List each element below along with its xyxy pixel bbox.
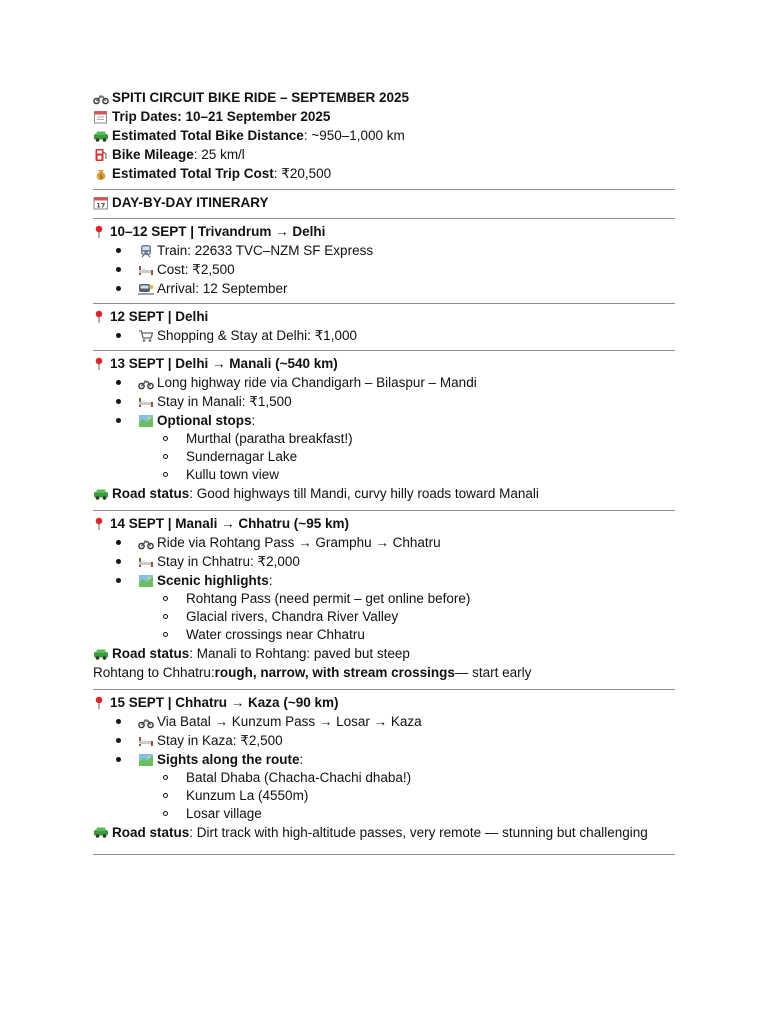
distance-line [93, 126, 675, 145]
list-item-text: Stay in Kaza: ₹2,500 [157, 733, 283, 748]
bed-icon [138, 555, 154, 569]
road-status-suffix: — start early [454, 665, 532, 680]
document-page [93, 88, 675, 855]
car-icon [93, 129, 109, 143]
road-status-line-2 [93, 663, 675, 682]
car-icon [93, 647, 109, 661]
sub-list-item: Kullu town view [138, 466, 675, 484]
sub-list-item: Rohtang Pass (need permit – get online before) [138, 590, 675, 608]
trip-title-line [93, 88, 675, 107]
sub-list-item: Water crossings near Chhatru [138, 626, 675, 644]
fuel-pump-icon [93, 148, 109, 162]
list-item-text: Stay in Chhatru: ₹2,000 [157, 554, 300, 569]
optional-label: Scenic highlights [157, 573, 269, 588]
list-item [93, 411, 675, 484]
trip-dates-line [93, 107, 675, 126]
sub-list-item: Losar village [138, 805, 675, 823]
round-pushpin-icon [93, 225, 107, 239]
list-item [93, 392, 675, 411]
train-icon [138, 244, 154, 258]
motorcycle-icon [138, 715, 154, 729]
round-pushpin-icon [93, 310, 107, 324]
list-item [93, 533, 675, 552]
road-status-emphasis: rough, narrow, with stream crossings [214, 665, 455, 680]
mileage-label: Bike Mileage [112, 147, 194, 162]
road-status-text: : Good highways till Mandi, curvy hilly roads toward Manali [189, 486, 539, 501]
optional-suffix: : [299, 752, 304, 767]
road-status-line [93, 823, 675, 842]
calendar-icon [93, 110, 109, 124]
list-item-text: Long highway ride via Chandigarh – Bilaspur – Mandi [157, 375, 477, 390]
day-items [93, 533, 675, 644]
day-title: 13 SEPT | Delhi → Manali (~540 km) [110, 356, 338, 371]
sub-list-item: Sundernagar Lake [138, 448, 675, 466]
road-status-prefix: Rohtang to Chhatru: [93, 665, 215, 680]
list-item [93, 279, 675, 298]
day-title-line [93, 514, 675, 533]
map-icon [138, 414, 154, 428]
list-item-text: Cost: ₹2,500 [157, 262, 235, 277]
list-item-text: Stay in Manali: ₹1,500 [157, 394, 292, 409]
car-icon [93, 825, 109, 839]
motorcycle-icon [93, 91, 109, 105]
sub-list-item: Batal Dhaba (Chacha-Chachi dhaba!) [138, 769, 675, 787]
station-icon [138, 282, 154, 296]
car-icon [93, 487, 109, 501]
mileage-line [93, 145, 675, 164]
trip-title: SPITI CIRCUIT BIKE RIDE – SEPTEMBER 2025 [112, 90, 410, 105]
cost-label: Estimated Total Trip Cost [112, 166, 274, 181]
day-title-line [93, 307, 675, 326]
optional-items [138, 769, 675, 823]
list-item [93, 552, 675, 571]
list-item [93, 712, 675, 731]
shopping-cart-icon [138, 329, 154, 343]
bed-icon [138, 395, 154, 409]
optional-items [138, 430, 675, 484]
optional-suffix: : [251, 413, 256, 428]
itinerary-heading-line [93, 193, 675, 212]
sub-list-item: Glacial rivers, Chandra River Valley [138, 608, 675, 626]
motorcycle-icon [138, 376, 154, 390]
list-item [93, 260, 675, 279]
day-items [93, 326, 675, 345]
list-item-text: Via Batal → Kunzum Pass → Losar → Kaza [157, 714, 422, 729]
road-status-label: Road status [112, 825, 190, 840]
list-item-text: Arrival: 12 September [157, 281, 288, 296]
day-items [93, 373, 675, 484]
bed-icon [138, 734, 154, 748]
optional-label: Sights along the route [157, 752, 300, 767]
day-title: 12 SEPT | Delhi [110, 309, 209, 324]
list-item-text: Train: 22633 TVC–NZM SF Express [157, 243, 374, 258]
day-title: 14 SEPT | Manali → Chhatru (~95 km) [110, 516, 349, 531]
map-icon [138, 753, 154, 767]
sub-list-item: Murthal (paratha breakfast!) [138, 430, 675, 448]
day-title: 10–12 SEPT | Trivandrum → Delhi [110, 224, 326, 239]
round-pushpin-icon [93, 696, 107, 710]
optional-label: Optional stops [157, 413, 252, 428]
list-item [93, 731, 675, 750]
list-item-text: Ride via Rohtang Pass → Gramphu → Chhatru [157, 535, 441, 550]
cost-value: : ₹20,500 [273, 166, 332, 181]
money-bag-icon [93, 167, 109, 181]
distance-value: : ~950–1,000 km [303, 128, 405, 143]
cost-line [93, 164, 675, 183]
road-status-text: : Dirt track with high-altitude passes, very remote — stunning but challenging [189, 825, 648, 840]
road-status-label: Road status [112, 486, 190, 501]
list-item-text: Shopping & Stay at Delhi: ₹1,000 [157, 328, 357, 343]
list-item [93, 373, 675, 392]
optional-items [138, 590, 675, 644]
road-status-line [93, 484, 675, 503]
motorcycle-icon [138, 536, 154, 550]
day-title: 15 SEPT | Chhatru → Kaza (~90 km) [110, 695, 339, 710]
road-status-label: Road status [112, 646, 190, 661]
svg-text:17: 17 [96, 201, 106, 209]
itinerary-heading: DAY-BY-DAY ITINERARY [112, 195, 269, 210]
day-items [93, 712, 675, 823]
day-title-line [93, 693, 675, 712]
bed-icon [138, 263, 154, 277]
round-pushpin-icon [93, 517, 107, 531]
day-items [93, 241, 675, 298]
optional-suffix: : [268, 573, 273, 588]
road-status-line [93, 644, 675, 663]
road-status-text: : Manali to Rohtang: paved but steep [189, 646, 410, 661]
day-title-line [93, 222, 675, 241]
sub-list-item: Kunzum La (4550m) [138, 787, 675, 805]
round-pushpin-icon [93, 357, 107, 371]
divider [93, 854, 675, 855]
mileage-value: : 25 km/l [193, 147, 245, 162]
trip-dates: Trip Dates: 10–21 September 2025 [112, 109, 331, 124]
day-title-line [93, 354, 675, 373]
list-item [93, 571, 675, 644]
distance-label: Estimated Total Bike Distance [112, 128, 304, 143]
calendar-icon [93, 196, 109, 210]
list-item [93, 326, 675, 345]
list-item [93, 750, 675, 823]
map-icon [138, 574, 154, 588]
svg-text:$: $ [99, 173, 103, 180]
list-item [93, 241, 675, 260]
